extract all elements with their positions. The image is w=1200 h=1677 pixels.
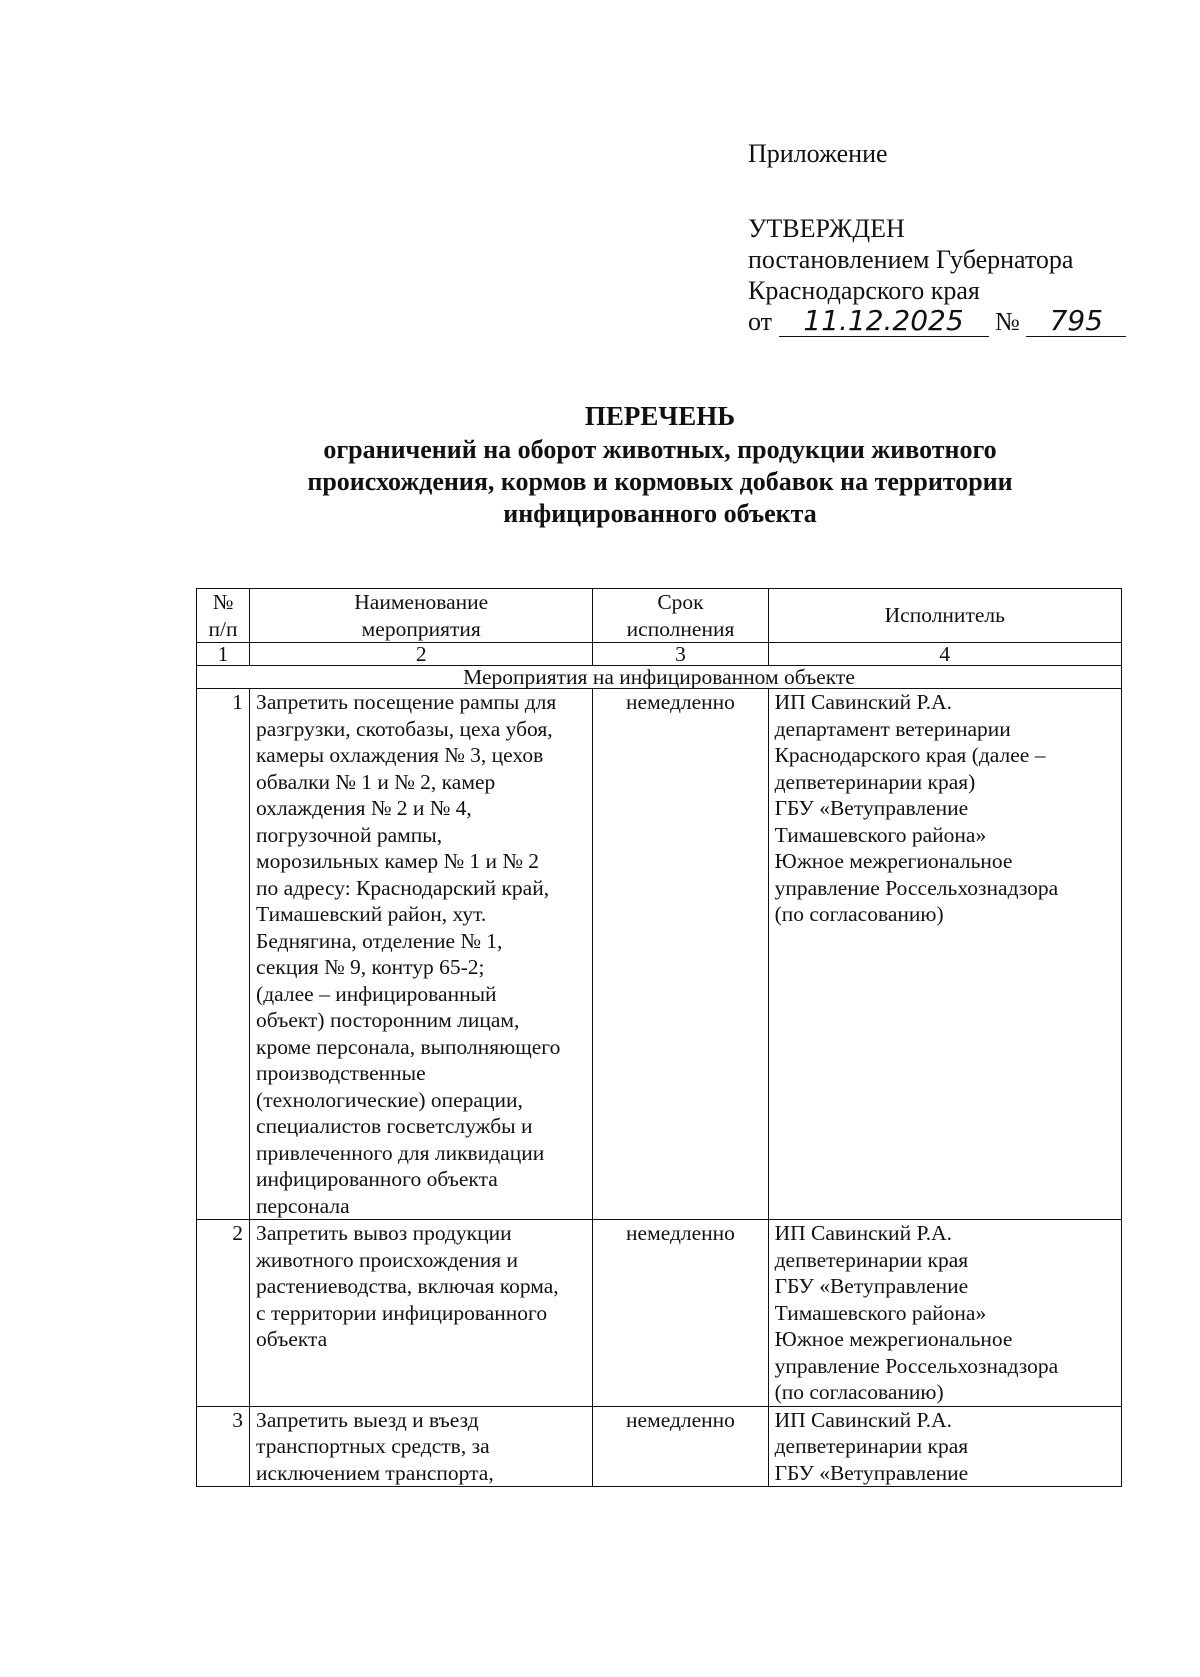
table-row — [197, 689, 1122, 1220]
measure-term: немедленно — [593, 689, 768, 1220]
measure-executor — [768, 1406, 1121, 1487]
executor-line: ГБУ «Ветуправление — [774, 796, 969, 820]
measure-name-line: объекта — [256, 1327, 328, 1351]
measure-name-line: морозильных камер № 1 и № 2 — [256, 849, 539, 873]
header-term — [593, 589, 768, 643]
measure-name-line: Запретить посещение рампы для — [256, 690, 557, 714]
measure-name-line: животного происхождения и — [256, 1247, 518, 1272]
executor-line: ГБУ «Ветуправление — [774, 1274, 969, 1298]
from-label: от — [748, 307, 773, 336]
header-num-line: № — [212, 590, 234, 614]
title-line-3: инфицированного объекта — [503, 499, 817, 528]
measure-name-line: Запретить вывоз продукции — [256, 1221, 512, 1245]
title-main: ПЕРЕЧЕНЬ — [584, 401, 736, 431]
measure-name-line: по адресу: Краснодарский край, — [256, 875, 550, 900]
header-name-line: Наименование — [354, 590, 489, 614]
column-number: 2 — [250, 643, 593, 666]
measure-name-line: Тимашевский район, хут. — [256, 902, 487, 926]
measure-name-line: (технологические) операции, — [256, 1087, 523, 1112]
executor-line: Краснодарского края (далее – — [774, 743, 1046, 767]
measure-name-line: охлаждения № 2 и № 4, — [256, 796, 472, 820]
section-row — [197, 666, 1122, 689]
executor-line: департамент ветеринарии — [774, 716, 1011, 741]
executor-line: управление Россельхознадзора — [774, 1353, 1059, 1378]
measure-term: немедленно — [593, 1220, 768, 1407]
executor-line: ИП Савинский Р.А. — [774, 1221, 952, 1245]
title-line-1: ограничений на оборот животных, продукции животного — [323, 435, 997, 464]
executor-line: управление Россельхознадзора — [774, 875, 1059, 900]
measure-name-line: объект) посторонним лицам, — [256, 1008, 520, 1032]
row-number: 3 — [197, 1406, 250, 1487]
approved-by-line2: Краснодарского края — [748, 276, 980, 305]
approval-block — [748, 138, 1126, 337]
measure-name-line: Запретить выезд и въезд — [256, 1407, 479, 1432]
table-row — [197, 1406, 1122, 1487]
measure-name-line: растениеводства, включая корма, — [256, 1274, 559, 1298]
measure-name-line: кроме персонала, выполняющего — [256, 1034, 561, 1059]
number-label: № — [995, 307, 1020, 336]
section-title: Мероприятия на инфицированном объекте — [197, 666, 1122, 689]
table-header-row — [197, 589, 1122, 643]
measure-name-line: транспортных средств, за — [256, 1434, 490, 1458]
executor-line: депветеринарии края — [774, 1247, 969, 1272]
decree-reference — [748, 306, 1126, 337]
executor-line: (по согласованию) — [774, 1380, 944, 1404]
executor-line: депветеринарии края — [774, 1434, 969, 1458]
measure-name-line: разгрузки, скотобазы, цеха убоя, — [256, 716, 553, 741]
row-number: 2 — [197, 1220, 250, 1407]
header-name — [250, 589, 593, 643]
header-executor: Исполнитель — [768, 589, 1121, 643]
appendix-label: Приложение — [748, 139, 888, 168]
row-number: 1 — [197, 689, 250, 1220]
measure-name-line: погрузочной рампы, — [256, 822, 443, 847]
measure-name-line: секция № 9, контур 65-2; — [256, 955, 485, 979]
executor-line: ИП Савинский Р.А. — [774, 690, 952, 714]
header-name-line: мероприятия — [361, 616, 481, 641]
header-term-line: исполнения — [626, 616, 735, 641]
measures-table — [196, 588, 1122, 1487]
executor-line: (по согласованию) — [774, 902, 944, 926]
measure-name — [250, 689, 593, 1220]
document-title — [200, 400, 1120, 530]
approved-by-line1: постановлением Губернатора — [748, 245, 1074, 274]
measure-name — [250, 1406, 593, 1487]
measure-name-line: камеры охлаждения № 3, цехов — [256, 743, 544, 767]
measure-executor — [768, 689, 1121, 1220]
column-number: 4 — [768, 643, 1121, 666]
column-number: 3 — [593, 643, 768, 666]
column-number-row — [197, 643, 1122, 666]
measure-name-line: (далее – инфицированный — [256, 981, 497, 1006]
header-num — [197, 589, 250, 643]
measure-name-line: специалистов госветслужбы и — [256, 1114, 533, 1138]
measure-name-line: привлеченного для ликвидации — [256, 1140, 545, 1165]
approved-label: УТВЕРЖДЕН — [748, 214, 905, 243]
executor-line: депветеринарии края) — [774, 769, 976, 794]
measure-name-line: инфицированного объекта — [256, 1167, 498, 1191]
measure-name-line: Беднягина, отделение № 1, — [256, 928, 503, 953]
measure-name-line: персонала — [256, 1193, 350, 1218]
column-number: 1 — [197, 643, 250, 666]
decree-number: 795 — [1026, 306, 1126, 337]
measure-name-line: исключением транспорта, — [256, 1460, 494, 1485]
header-term-line: Срок — [657, 590, 704, 614]
executor-line: ГБУ «Ветуправление — [774, 1460, 969, 1485]
measure-name — [250, 1220, 593, 1407]
title-line-2: происхождения, кормов и кормовых добавок на территории — [307, 467, 1013, 496]
header-num-line: п/п — [208, 616, 238, 641]
executor-line: ИП Савинский Р.А. — [774, 1407, 952, 1432]
executor-line: Тимашевского района» — [774, 822, 987, 847]
executor-line: Южное межрегиональное — [774, 1327, 1013, 1351]
measure-name-line: производственные — [256, 1061, 426, 1085]
decree-date: 11.12.2025 — [779, 306, 989, 337]
table-row — [197, 1220, 1122, 1407]
measure-term: немедленно — [593, 1406, 768, 1487]
measure-name-line: с территории инфицированного — [256, 1300, 548, 1325]
measure-executor — [768, 1220, 1121, 1407]
executor-line: Тимашевского района» — [774, 1300, 987, 1325]
executor-line: Южное межрегиональное — [774, 849, 1013, 873]
measure-name-line: обвалки № 1 и № 2, камер — [256, 769, 496, 794]
